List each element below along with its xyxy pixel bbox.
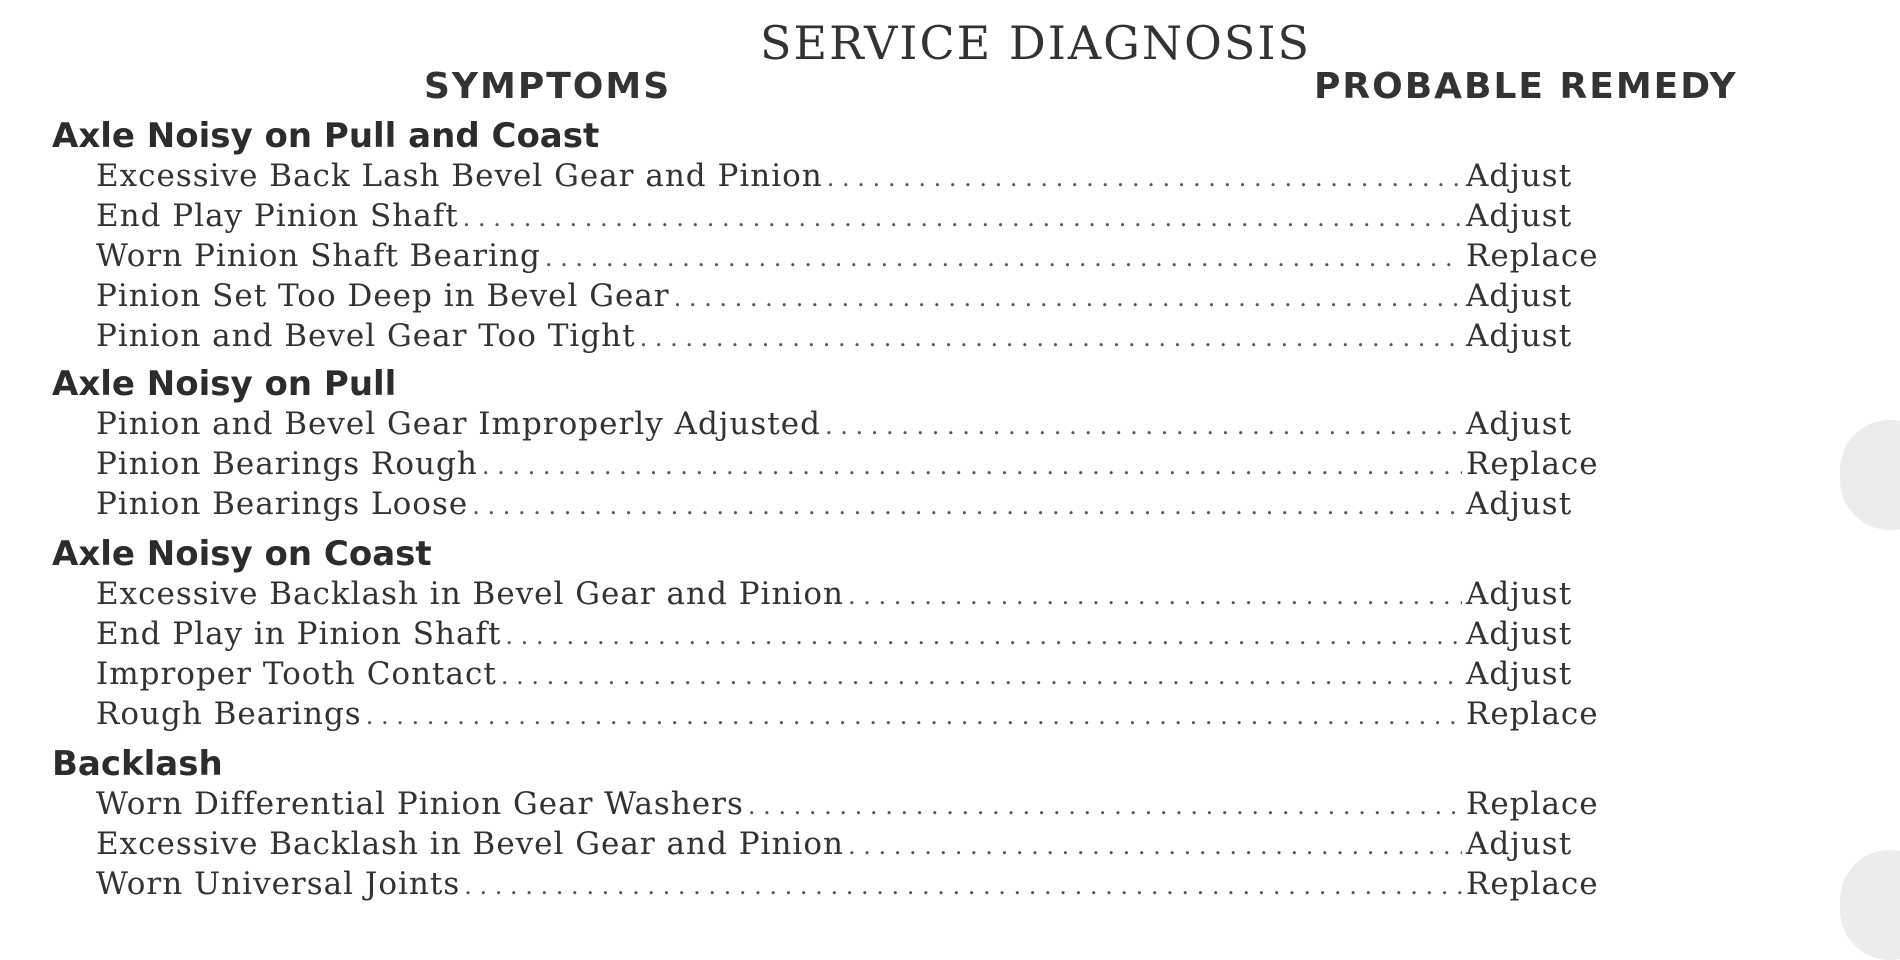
page-edge-shadow: [1840, 420, 1900, 530]
dot-leader: [848, 582, 1462, 610]
diagnosis-row: [96, 318, 1626, 358]
symptom-text: Pinion Bearings Rough: [96, 446, 478, 482]
dot-leader: [748, 792, 1462, 820]
diagnosis-row: [96, 198, 1626, 238]
diagnosis-row: [96, 656, 1626, 696]
symptom-text: End Play Pinion Shaft: [96, 198, 459, 234]
group-heading: Axle Noisy on Coast: [52, 534, 432, 574]
diagnosis-row: [96, 786, 1626, 826]
dot-leader: [501, 662, 1462, 690]
dot-leader: [825, 412, 1462, 440]
symptoms-column-heading: SYMPTOMS: [424, 66, 672, 107]
page-title: SERVICE DIAGNOSIS: [760, 16, 1312, 70]
remedy-text: Adjust: [1466, 158, 1573, 194]
remedy-text: Replace: [1466, 696, 1599, 732]
symptom-text: Excessive Back Lash Bevel Gear and Pinion: [96, 158, 823, 194]
symptom-text: Worn Universal Joints: [96, 866, 461, 902]
dot-leader: [674, 284, 1462, 312]
group-heading: Backlash: [52, 744, 223, 784]
remedy-text: Replace: [1466, 446, 1599, 482]
dot-leader: [827, 164, 1462, 192]
dot-leader: [545, 244, 1462, 272]
diagnosis-row: [96, 446, 1626, 486]
symptom-text: Pinion Bearings Loose: [96, 486, 469, 522]
remedy-text: Adjust: [1466, 576, 1573, 612]
diagnosis-row: [96, 616, 1626, 656]
diagnosis-row: [96, 486, 1626, 526]
remedy-text: Adjust: [1466, 406, 1573, 442]
symptom-text: Pinion and Bevel Gear Too Tight: [96, 318, 636, 354]
diagnosis-row: [96, 238, 1626, 278]
symptom-text: Worn Pinion Shaft Bearing: [96, 238, 541, 274]
dot-leader: [505, 622, 1462, 650]
remedy-text: Adjust: [1466, 656, 1573, 692]
dot-leader: [463, 204, 1462, 232]
remedy-text: Adjust: [1466, 318, 1573, 354]
diagnosis-row: [96, 278, 1626, 318]
dot-leader: [482, 452, 1462, 480]
diagnosis-row: [96, 406, 1626, 446]
group-heading: Axle Noisy on Pull and Coast: [52, 116, 600, 156]
remedy-text: Adjust: [1466, 826, 1573, 862]
dot-leader: [640, 324, 1462, 352]
diagnosis-row: [96, 866, 1626, 906]
remedy-text: Replace: [1466, 866, 1599, 902]
symptom-text: Pinion Set Too Deep in Bevel Gear: [96, 278, 670, 314]
diagnosis-row: [96, 158, 1626, 198]
dot-leader: [366, 702, 1462, 730]
symptom-text: Worn Differential Pinion Gear Washers: [96, 786, 744, 822]
remedy-column-heading: PROBABLE REMEDY: [1314, 66, 1738, 107]
remedy-text: Adjust: [1466, 486, 1573, 522]
diagnosis-row: [96, 696, 1626, 736]
diagnosis-row: [96, 576, 1626, 616]
group-heading: Axle Noisy on Pull: [52, 364, 397, 404]
symptom-text: Improper Tooth Contact: [96, 656, 497, 692]
page-edge-shadow: [1840, 850, 1900, 960]
remedy-text: Adjust: [1466, 278, 1573, 314]
remedy-text: Adjust: [1466, 616, 1573, 652]
symptom-text: End Play in Pinion Shaft: [96, 616, 502, 652]
remedy-text: Replace: [1466, 238, 1599, 274]
dot-leader: [472, 492, 1462, 520]
dot-leader: [848, 832, 1462, 860]
remedy-text: Replace: [1466, 786, 1599, 822]
symptom-text: Rough Bearings: [96, 696, 362, 732]
symptom-text: Excessive Backlash in Bevel Gear and Pinion: [96, 826, 844, 862]
symptom-text: Excessive Backlash in Bevel Gear and Pinion: [96, 576, 844, 612]
symptom-text: Pinion and Bevel Gear Improperly Adjusted: [96, 406, 821, 442]
dot-leader: [464, 872, 1462, 900]
diagnosis-row: [96, 826, 1626, 866]
remedy-text: Adjust: [1466, 198, 1573, 234]
